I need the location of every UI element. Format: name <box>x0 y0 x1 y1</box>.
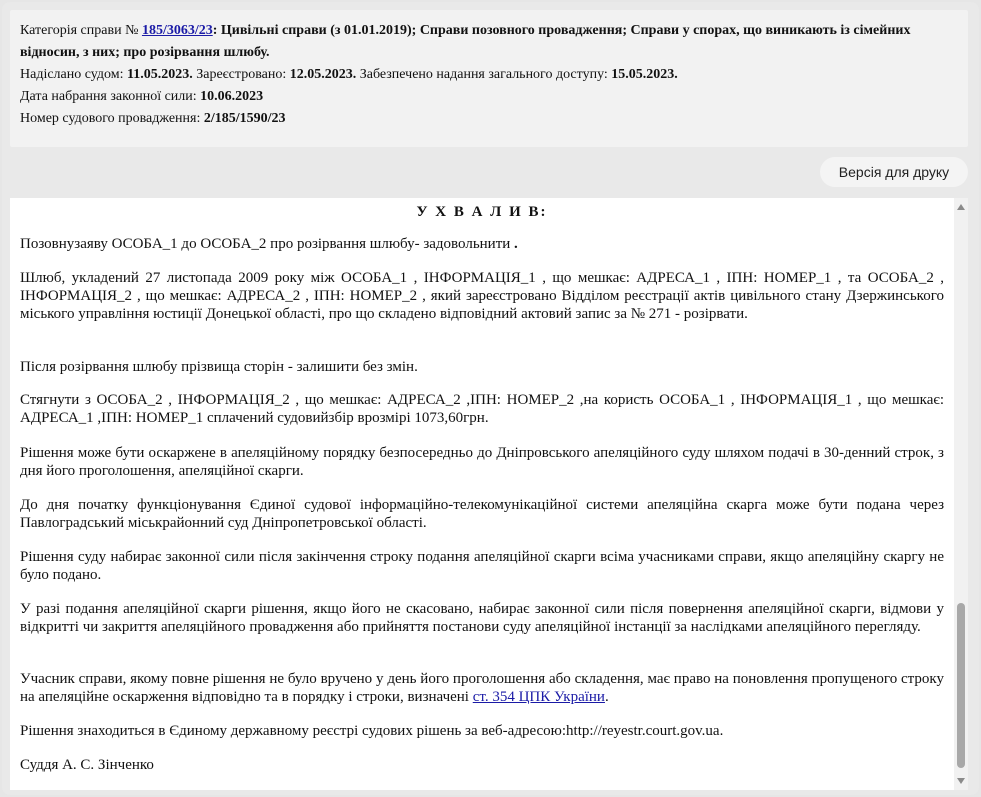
access-date: 15.05.2023. <box>611 67 678 82</box>
category-prefix: Категорія справи № <box>20 23 142 38</box>
paragraph-effect: Рішення суду набирає законної сили після закінчення строку подання апеляційної скарги всіма учасниками справи, якщо апеляційну скаргу не було подано. <box>20 549 944 583</box>
effective-label: Дата набрання законної сили: <box>20 89 201 104</box>
category-text: : Цивільні справи (з 01.01.2019); Справи позовного провадження; Справи у спорах, що виникають із сімейних <box>212 23 911 38</box>
paragraph-claim-text: Позовнузаяву ОСОБА_1 до ОСОБА_2 про розірвання шлюбу- задовольнити <box>20 236 511 252</box>
print-version-button[interactable]: Версія для друку <box>820 157 968 187</box>
category-line-2 <box>20 42 968 64</box>
paragraph-restore-term <box>20 670 944 706</box>
paragraph-appeal-effect: У разі подання апеляційної скарги рішення, якщо його не скасовано, набирає законної сили після повернення апеляційної скарги, відмови у відкритті чи закриття апеляційного провадження або прийняття постанови суду апеляційної інстанції за наслідками апеляційного перегляду. <box>20 601 944 635</box>
triangle-up-icon[interactable] <box>954 200 968 214</box>
paragraph-registry: Рішення знаходиться в Єдиному державному реєстрі судових рішень за веб-адресою:http://reyestr.court.gov.ua. <box>20 723 724 739</box>
resolution-heading: У Х В А Л И В: <box>416 204 548 220</box>
paragraph-marriage: Шлюб, укладений 27 листопада 2009 року між ОСОБА_1 , ІНФОРМАЦІЯ_1 , що мешкає: АДРЕСА_1 , ІПН: НОМЕР_1 , та ОСОБА_2 , ІНФОРМАЦІЯ_2 , що мешкає: АДРЕСА_2 , ІПН: НОМЕР_2 , який зареєстровано Відділом реєстрації актів цивільного стану Дзержинського міського управління юстиції Донецької області, про що складено відповідний актовий запис за № 271 - розірвати. <box>20 270 944 322</box>
window-frame <box>2 2 979 795</box>
scrollbar-thumb[interactable] <box>957 603 965 768</box>
sent-date: 11.05.2023. <box>127 67 193 82</box>
paragraph-restore-term-text: Учасник справи, якому повне рішення не було вручено у день його проголошення або складення, має право на поновлення пропущеного строку на апеляційне оскарження відповідно та в порядку і строки, визначені <box>20 671 944 705</box>
paragraph-appeal: Рішення може бути оскаржене в апеляційному порядку безпосередньо до Дніпровського апеляційного суду шляхом подачі в 30-денний строк, з дня його проголошення, апеляційної скарги. <box>20 445 944 479</box>
paragraph-surnames: Після розірвання шлюбу прізвища сторін - залишити без змін. <box>20 359 418 375</box>
proceeding-label: Номер судового провадження: <box>20 111 204 126</box>
triangle-down-icon[interactable] <box>954 774 968 788</box>
case-number-link[interactable]: 185/3063/23 <box>141 23 213 38</box>
document-viewer[interactable] <box>10 198 968 790</box>
vertical-scrollbar[interactable] <box>954 198 968 790</box>
access-label: Забезпечено надання загального доступу: <box>356 67 612 82</box>
effective-date: 10.06.2023 <box>200 89 264 104</box>
proceeding-number: 2/185/1590/23 <box>203 111 286 126</box>
category-line <box>20 20 968 42</box>
paragraph-appeal-submission: До дня початку функціонування Єдиної судової інформаційно-телекомунікаційної системи апеляційна скарга може бути подана через Павлоградський міськрайонний суд Дніпропетровської області. <box>20 497 944 531</box>
paragraph-restore-term-end: . <box>604 689 609 705</box>
dates-line <box>20 64 968 86</box>
registered-label: Зареєстровано: <box>192 67 290 82</box>
proceeding-number-line <box>20 108 968 130</box>
sent-label: Надіслано судом: <box>20 67 127 82</box>
registered-date: 12.05.2023. <box>289 67 357 82</box>
cpk-article-link[interactable]: ст. 354 ЦПК України <box>472 689 605 705</box>
category-text-2: відносин, з них; про розірвання шлюбу. <box>20 45 270 60</box>
paragraph-claim-end: . <box>510 236 518 252</box>
case-metadata-panel <box>10 10 968 147</box>
paragraph-claim <box>20 235 944 253</box>
judge-signature: Суддя А. С. Зінченко <box>20 757 154 773</box>
paragraph-court-fee: Стягнути з ОСОБА_2 , ІНФОРМАЦІЯ_2 , що мешкає: АДРЕСА_2 ,ІПН: НОМЕР_2 ,на користь ОСОБА_1 , ІНФОРМАЦІЯ_1 , що мешкає: АДРЕСА_1 ,ІПН: НОМЕР_1 сплачений судовийзбір врозмірі 1073,60грн. <box>20 392 944 426</box>
effective-date-line <box>20 86 968 108</box>
